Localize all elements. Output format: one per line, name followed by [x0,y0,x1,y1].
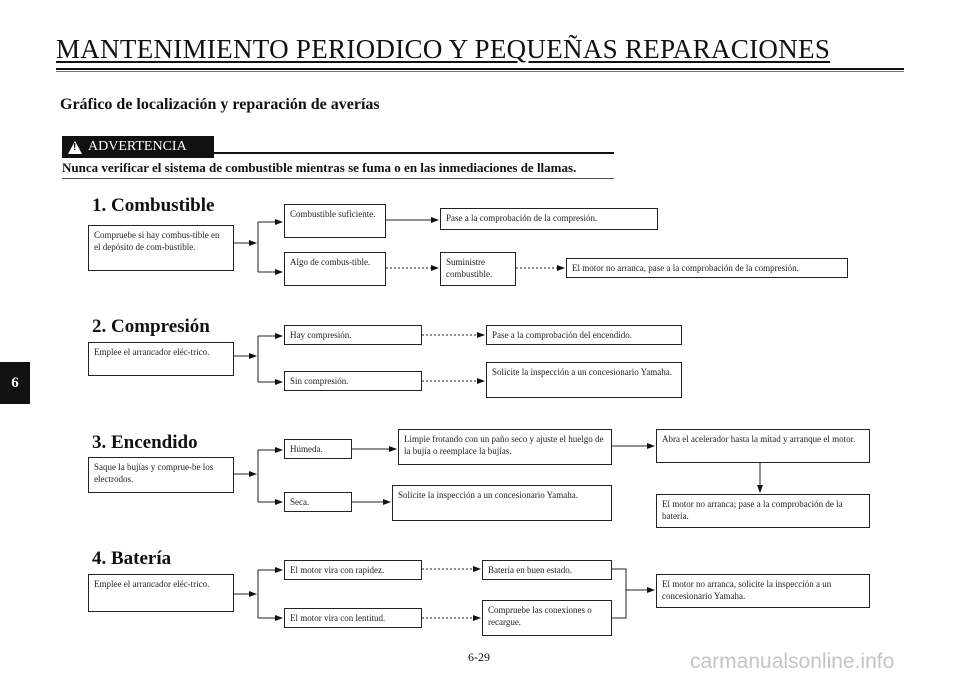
warning-triangle-icon [68,141,82,154]
check-box-compresion: Emplee el arrancador eléc-trico. [88,342,234,376]
result-pase-compresion: Pase a la comprobación de la compresión. [440,208,658,230]
option-humeda: Húmeda. [284,439,352,459]
option-combustible-suficiente: Combustible suficiente. [284,204,386,238]
section-title-compresion: 2. Compresión [92,316,210,337]
section-title-combustible: 1. Combustible [92,195,215,216]
option-motor-vira-lentitud: El motor vira con lentitud. [284,608,422,628]
section-subtitle: Gráfico de localización y reparación de averías [60,96,380,113]
warning-label: ADVERTENCIA [88,139,187,154]
section-title-encendido: 3. Encendido [92,432,198,453]
section-title-bateria: 4. Batería [92,548,172,569]
result-pase-bateria: El motor no arranca; pase a la comprobación de la batería. [656,494,870,528]
result-bateria-buen-estado: Batería en buen estado. [482,560,612,580]
watermark: carmanualsonline.info [690,650,895,673]
title-rule-thin [56,71,904,72]
check-box-combustible: Compruebe si hay combus-tible en el depósito de com-bustible. [88,225,234,271]
warning-rule [214,152,614,154]
warning-text: Nunca verificar el sistema de combustible mientras se fuma o en las inmediaciones de llamas. [62,160,577,175]
title-rule [56,68,904,70]
option-sin-compresion: Sin compresión. [284,371,422,391]
option-hay-compresion: Hay compresión. [284,325,422,345]
check-box-bateria: Emplee el arrancador eléc-trico. [88,574,234,612]
warning-badge [62,136,214,158]
page-title: MANTENIMIENTO PERIODICO Y PEQUEÑAS REPARACIONES [56,34,831,64]
result-suministre-combustible: Suministre combustible. [440,252,516,286]
option-motor-vira-rapidez: El motor vira con rapidez. [284,560,422,580]
result-limpie-bujia: Limpie frotando con un paño seco y ajuste el huelgo de la bujía o reemplace la bujías. [398,429,612,465]
result-compruebe-conexiones: Compruebe las conexiones o recargue. [482,600,612,636]
page-number: 6-29 [468,650,490,664]
result-motor-no-arranca-compresion: El motor no arranca, pase a la comprobación de la compresión. [566,258,848,278]
result-inspeccion-concesionario-2: Solicite la inspección a un concesionario Yamaha. [486,362,682,398]
warning-underline [62,178,614,179]
check-box-encendido: Saque la bujías y comprue-be los electrodos. [88,457,234,493]
result-inspeccion-concesionario-3: Solicite la inspección a un concesionario Yamaha. [392,485,612,521]
result-abra-acelerador: Abra el acelerador hasta la mitad y arranque el motor. [656,429,870,463]
result-pase-encendido: Pase a la comprobación del encendido. [486,325,682,345]
result-inspeccion-concesionario-4: El motor no arranca, solicite la inspección a un concesionario Yamaha. [656,574,870,608]
option-seca: Seca. [284,492,352,512]
option-algo-combustible: Algo de combus-tible. [284,252,386,286]
chapter-tab: 6 [0,362,30,404]
